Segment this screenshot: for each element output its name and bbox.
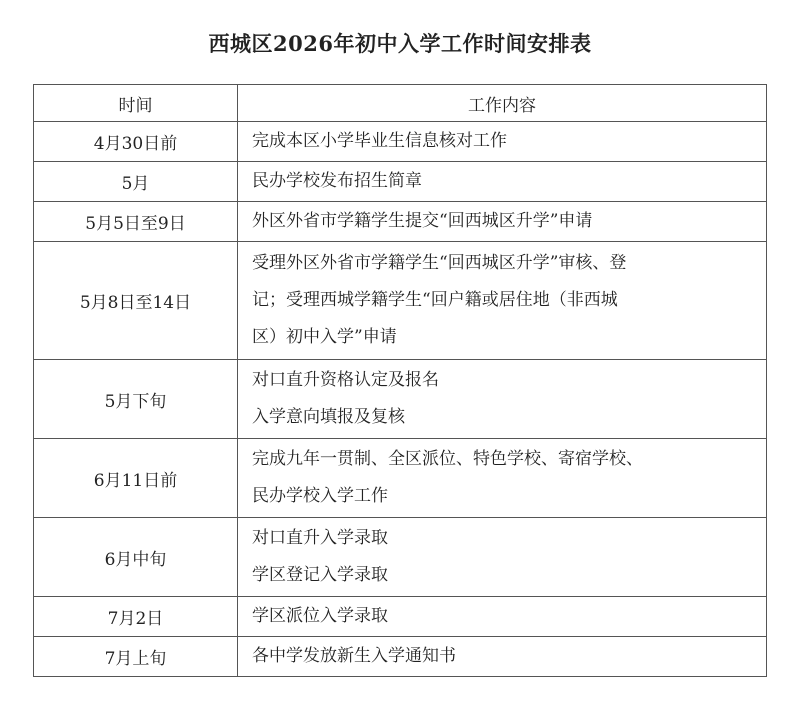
content-line: 完成九年一贯制、全区派位、特色学校、寄宿学校、: [252, 449, 643, 469]
content-line: 学区派位入学录取: [252, 606, 388, 626]
table-row: [34, 439, 767, 518]
row-time: 4月30日前: [34, 122, 238, 162]
header-content: 工作内容: [238, 85, 767, 122]
table-row: [34, 122, 767, 162]
content-line: 民办学校发布招生简章: [252, 171, 422, 191]
table-row: [34, 202, 767, 242]
row-content: [238, 242, 767, 360]
row-content: [238, 637, 767, 677]
header-time: 时间: [34, 85, 238, 122]
row-time: 7月上旬: [34, 637, 238, 677]
table-row: [34, 162, 767, 202]
table-row: [34, 518, 767, 597]
row-content: [238, 439, 767, 518]
document-title: 西城区2026年初中入学工作时间安排表: [208, 31, 592, 56]
content-line: 学区登记入学录取: [252, 565, 388, 585]
row-time: 6月中旬: [34, 518, 238, 597]
content-line: 受理外区外省市学籍学生“回西城区升学”审核、登: [252, 253, 627, 273]
row-content: [238, 202, 767, 242]
table-row: [34, 360, 767, 439]
row-content: [238, 360, 767, 439]
table-row: [34, 637, 767, 677]
table-row: [34, 597, 767, 637]
content-line: 外区外省市学籍学生提交“回西城区升学”申请: [252, 211, 593, 231]
content-line: 对口直升资格认定及报名: [252, 370, 439, 390]
row-time: 5月: [34, 162, 238, 202]
row-time: 5月下旬: [34, 360, 238, 439]
row-content: [238, 122, 767, 162]
content-line: 各中学发放新生入学通知书: [252, 646, 456, 666]
content-line: 民办学校入学工作: [252, 486, 388, 506]
row-content: [238, 162, 767, 202]
table-header-row: [34, 85, 767, 122]
content-line: 对口直升入学录取: [252, 528, 388, 548]
content-line: 区）初中入学”申请: [252, 327, 397, 347]
schedule-table: [33, 84, 767, 677]
row-time: 5月5日至9日: [34, 202, 238, 242]
row-time: 5月8日至14日: [34, 242, 238, 360]
content-line: 入学意向填报及复核: [252, 407, 405, 427]
table-row: [34, 242, 767, 360]
row-content: [238, 597, 767, 637]
row-time: 6月11日前: [34, 439, 238, 518]
content-line: 记；受理西城学籍学生“回户籍或居住地（非西城: [252, 290, 618, 310]
row-content: [238, 518, 767, 597]
content-line: 完成本区小学毕业生信息核对工作: [252, 131, 507, 151]
row-time: 7月2日: [34, 597, 238, 637]
